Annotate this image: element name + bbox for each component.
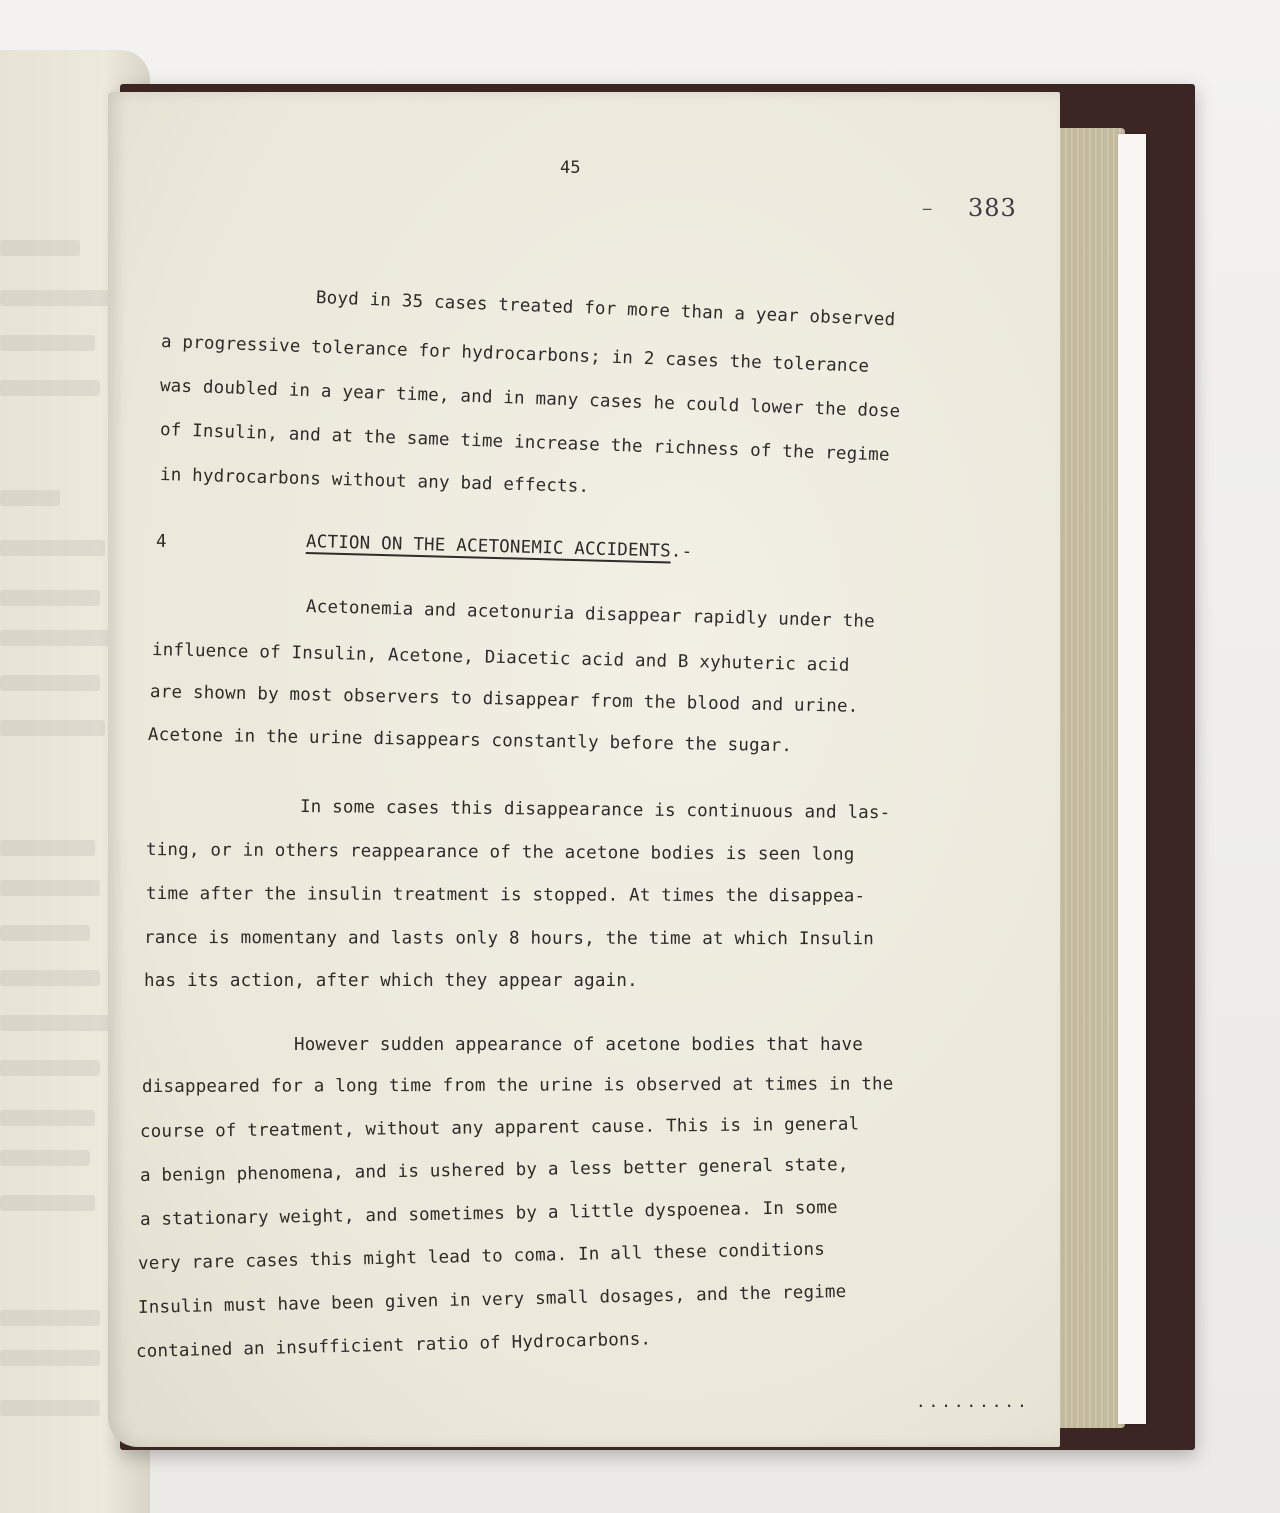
text-line: very rare cases this might lead to coma. In all these conditions xyxy=(137,1239,826,1274)
text-line: disappeared for a long time from the urine is observed at times in the xyxy=(141,1074,894,1097)
trailing-dots: ......... xyxy=(916,1392,1030,1411)
text-line: was doubled in a year time, and in many cases he could lower the dose xyxy=(159,376,901,422)
text-line: Insulin must have been given in very small dosages, and the regime xyxy=(137,1281,847,1318)
inserted-sheet-edge xyxy=(1118,134,1146,1424)
page-stack-edge xyxy=(1050,128,1125,1428)
text-line: a progressive tolerance for hydrocarbons; in 2 cases the tolerance xyxy=(160,332,870,377)
text-line: influence of Insulin, Acetone, Diacetic acid and B xyhuteric acid xyxy=(151,640,850,676)
text-line: In some cases this disappearance is continuous and las- xyxy=(299,797,891,824)
text-line: course of treatment, without any apparent cause. This is in general xyxy=(139,1114,860,1142)
text-line: of Insulin, and at the same time increase the richness of the regime xyxy=(159,420,890,466)
section-number: 4 xyxy=(156,532,167,552)
section-heading xyxy=(306,532,693,562)
archive-folio-number: 383 xyxy=(968,194,1017,222)
section-title-suffix: .- xyxy=(670,541,693,563)
archive-folio-tick: ـ xyxy=(923,198,932,214)
text-line: time after the insulin treatment is stopped. At times the disappea- xyxy=(145,884,866,907)
page-number: 45 xyxy=(560,158,581,178)
text-line: a stationary weight, and sometimes by a little dyspoenea. In some xyxy=(139,1197,838,1230)
text-line: Acetonemia and acetonuria disappear rapidly under the xyxy=(305,597,876,632)
text-line: Boyd in 35 cases treated for more than a year observed xyxy=(315,288,896,331)
text-line: a benign phenomena, and is ushered by a less better general state, xyxy=(139,1154,849,1186)
section-title: ACTION ON THE ACETONEMIC ACCIDENTS xyxy=(305,532,672,562)
text-line: are shown by most observers to disappear from the blood and urine. xyxy=(149,682,859,717)
text-line: has its action, after which they appear again. xyxy=(144,971,638,991)
text-line: in hydrocarbons without any bad effects. xyxy=(159,465,590,497)
typewritten-page xyxy=(108,92,1060,1447)
text-line: rance is momentany and lasts only 8 hours, the time at which Insulin xyxy=(143,928,875,950)
text-line: However sudden appearance of acetone bodies that have xyxy=(294,1035,864,1055)
text-line: ting, or in others reappearance of the acetone bodies is seen long xyxy=(145,840,855,865)
text-line: contained an insufficient ratio of Hydrocarbons. xyxy=(135,1329,652,1362)
text-line: Acetone in the urine disappears constantly before the sugar. xyxy=(147,725,793,757)
